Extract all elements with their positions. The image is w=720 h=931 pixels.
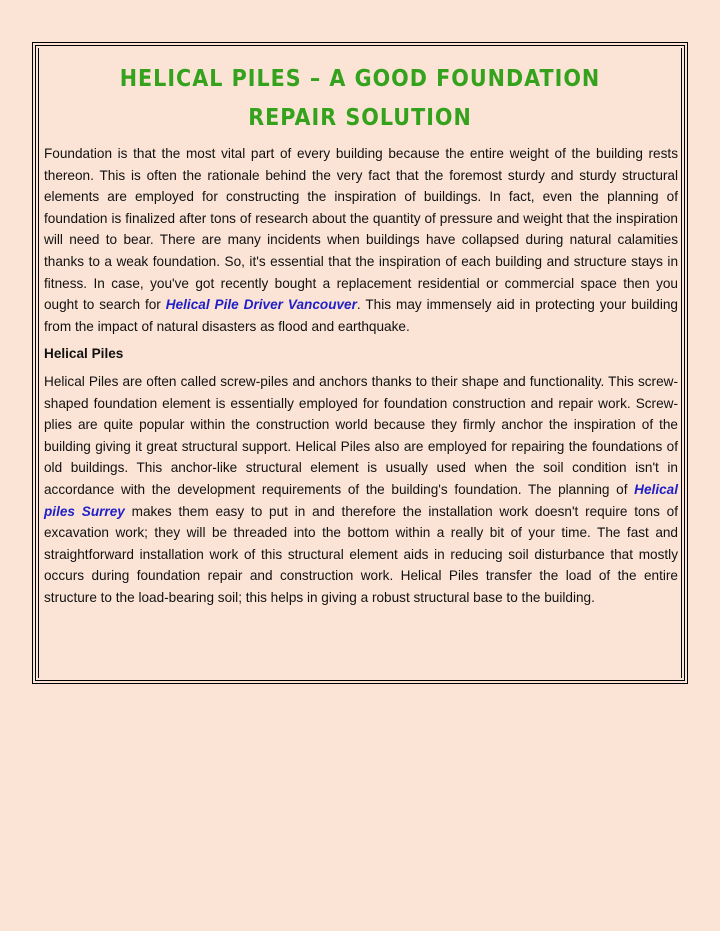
intro-text-end: . This may immensely aid in protecting your building from the impact of natural disasters as flood and earthquake. <box>44 297 678 334</box>
intro-paragraph <box>44 143 678 337</box>
helical-text-end: makes them easy to put in and therefore the installation work doesn't require tons of excavation work; they will be threaded into the bottom within a really bit of your time. The fast and straightforward installation work of this structural element aids in reducing soil disturbance that mostly occurs during foundation repair and construction work. Helical Piles transfer the load of the entire structure to the load-bearing soil; this helps in giving a robust structural base to the building. <box>44 503 679 605</box>
helical-piles-paragraph <box>44 371 678 609</box>
document-body <box>44 143 678 608</box>
helical-text-start: Helical Piles are often called screw-piles and anchors thanks to their shape and functionality. This screw-shaped foundation element is essentially employed for foundation construction and repair work. Screw-plies are quite popular within the construction world because they firmly anchor the inspiration of the building giving it great structural support. Helical Piles also are employed for repairing the foundations of old buildings. This anchor-like structural element is usually used when the soil condition isn't in accordance with the development requirements of the building's foundation. The planning of <box>44 373 678 497</box>
helical-pile-driver-vancouver-link[interactable]: Helical Pile Driver Vancouver <box>165 297 357 313</box>
page-title: HELICAL PILES – A GOOD FOUNDATION REPAIR SOLUTION <box>119 66 601 131</box>
section-heading: Helical Piles <box>44 346 124 362</box>
document-frame <box>32 42 688 684</box>
helical-piles-surrey-link[interactable]: Helical piles Surrey <box>44 481 678 519</box>
intro-text-start: Foundation is that the most vital part of every building because the entire weight of the building rests thereon. This is often the rationale behind the very fact that the foremost sturdy and sturdy structural elements are employed for constructing the inspiration of buildings. In fact, even the planning of foundation is finalized after tons of research about the quantity of pressure and weight that the inspiration will need to bear. There are many incidents when buildings have collapsed during natural calamities thanks to a weak foundation. So, it's essential that the inspiration of each building and structure stays in fitness. In case, you've got recently bought a replacement residential or commercial space then you ought to search for <box>44 146 678 313</box>
